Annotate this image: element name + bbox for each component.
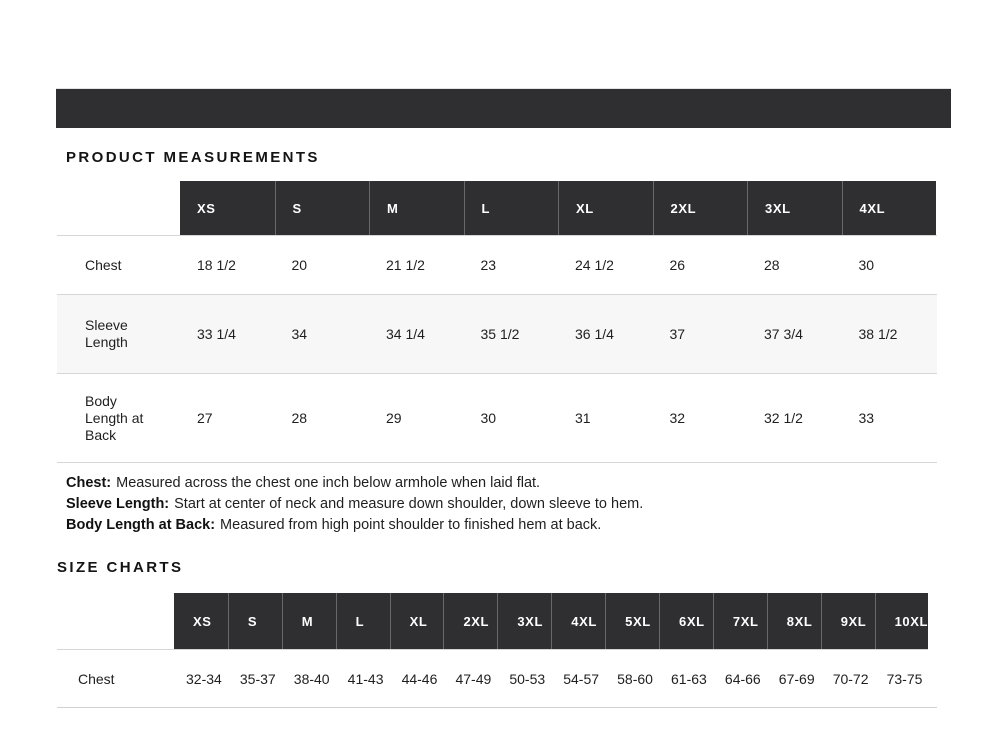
collapsed-section-bar[interactable] bbox=[56, 88, 951, 128]
measurement-value: 34 1/4 bbox=[386, 326, 425, 342]
product-measurements-table bbox=[57, 181, 937, 463]
measurement-value: 24 1/2 bbox=[575, 257, 614, 273]
size-header: 7XL bbox=[713, 593, 767, 649]
measurement-value: 30 bbox=[858, 257, 875, 273]
measurement-value: 67-69 bbox=[778, 670, 815, 687]
size-header: 2XL bbox=[443, 593, 497, 649]
size-charts-title: SIZE CHARTS bbox=[57, 559, 184, 576]
table-header-row bbox=[57, 181, 937, 235]
size-header: M bbox=[282, 593, 336, 649]
measurement-value: 31 bbox=[575, 410, 591, 426]
measurement-value: 20 bbox=[291, 257, 308, 273]
size-header: L bbox=[464, 181, 559, 235]
row-label: Chest bbox=[78, 670, 115, 687]
note-chest bbox=[66, 473, 937, 494]
measurement-value: 38-40 bbox=[293, 670, 330, 687]
measurement-value: 28 bbox=[291, 410, 308, 426]
measurement-value: 33 bbox=[858, 410, 875, 426]
measurement-value: 41-43 bbox=[347, 670, 384, 687]
product-measurements-title: PRODUCT MEASUREMENTS bbox=[66, 149, 320, 166]
measurement-value: 28 bbox=[764, 257, 780, 273]
measurement-value: 23 bbox=[480, 257, 497, 273]
table-row-chest bbox=[57, 235, 937, 294]
measurement-value: 54-57 bbox=[563, 670, 600, 687]
row-label: Chest bbox=[85, 256, 122, 273]
row-label: Sleeve Length bbox=[85, 317, 128, 350]
note-description: Measured from high point shoulder to finished hem at back. bbox=[220, 517, 602, 533]
measurement-value: 47-49 bbox=[455, 670, 492, 687]
table-corner-cell bbox=[57, 593, 174, 649]
size-header: S bbox=[228, 593, 282, 649]
size-header: 8XL bbox=[767, 593, 821, 649]
row-label: Body Length at Back bbox=[85, 392, 144, 443]
note-term: Body Length at Back: bbox=[66, 517, 216, 533]
measurement-value: 61-63 bbox=[671, 670, 707, 687]
size-header: L bbox=[336, 593, 390, 649]
table-row-chest bbox=[57, 649, 928, 707]
size-header: 4XL bbox=[842, 181, 937, 235]
measurement-value: 44-46 bbox=[401, 670, 438, 687]
size-header: 2XL bbox=[653, 181, 748, 235]
measurement-notes bbox=[57, 473, 937, 536]
note-description: Start at center of neck and measure down shoulder, down sleeve to hem. bbox=[174, 496, 644, 512]
note-description: Measured across the chest one inch below armhole when laid flat. bbox=[116, 475, 541, 491]
size-header: XS bbox=[180, 181, 275, 235]
measurement-value: 58-60 bbox=[617, 670, 653, 687]
measurement-value: 29 bbox=[386, 410, 402, 426]
table-corner-cell bbox=[57, 181, 180, 235]
size-header: 3XL bbox=[747, 181, 842, 235]
measurement-value: 37 3/4 bbox=[764, 326, 803, 342]
measurement-value: 73-75 bbox=[886, 670, 923, 687]
measurement-value: 34 bbox=[291, 326, 308, 342]
measurement-value: 35 1/2 bbox=[480, 326, 520, 342]
measurement-value: 21 1/2 bbox=[386, 257, 425, 273]
measurement-value: 64-66 bbox=[724, 670, 761, 687]
size-header: XS bbox=[174, 593, 228, 649]
size-header: 10XL bbox=[875, 593, 928, 649]
measurement-value: 32-34 bbox=[186, 670, 222, 687]
measurement-value: 33 1/4 bbox=[197, 326, 236, 342]
size-header: XL bbox=[390, 593, 444, 649]
size-header: 3XL bbox=[497, 593, 551, 649]
size-header: S bbox=[275, 181, 370, 235]
measurement-value: 38 1/2 bbox=[858, 326, 898, 342]
table-row-sleeve-length bbox=[57, 294, 937, 373]
note-term: Sleeve Length: bbox=[66, 496, 170, 512]
measurement-value: 35-37 bbox=[239, 670, 276, 687]
note-term: Chest: bbox=[66, 475, 112, 491]
size-header: 9XL bbox=[821, 593, 875, 649]
content-area bbox=[57, 149, 937, 708]
measurement-value: 18 1/2 bbox=[197, 257, 236, 273]
size-header: 5XL bbox=[605, 593, 659, 649]
measurement-value: 70-72 bbox=[832, 670, 869, 687]
measurement-value: 26 bbox=[669, 257, 686, 273]
note-body-length bbox=[66, 515, 937, 536]
table-row-body-length bbox=[57, 373, 937, 463]
measurement-value: 50-53 bbox=[509, 670, 546, 687]
measurement-value: 36 1/4 bbox=[575, 326, 614, 342]
size-charts-table bbox=[57, 593, 928, 707]
size-chart-page bbox=[0, 88, 1000, 708]
note-sleeve-length bbox=[66, 494, 937, 515]
size-header: M bbox=[369, 181, 464, 235]
size-header: XL bbox=[558, 181, 653, 235]
section-divider bbox=[57, 707, 937, 708]
measurement-value: 32 bbox=[669, 410, 686, 426]
measurement-value: 30 bbox=[480, 410, 497, 426]
measurement-value: 37 bbox=[669, 326, 686, 342]
size-header: 4XL bbox=[551, 593, 605, 649]
measurement-value: 27 bbox=[197, 410, 213, 426]
measurement-value: 32 1/2 bbox=[764, 410, 803, 426]
table-header-row bbox=[57, 593, 928, 649]
size-header: 6XL bbox=[659, 593, 713, 649]
